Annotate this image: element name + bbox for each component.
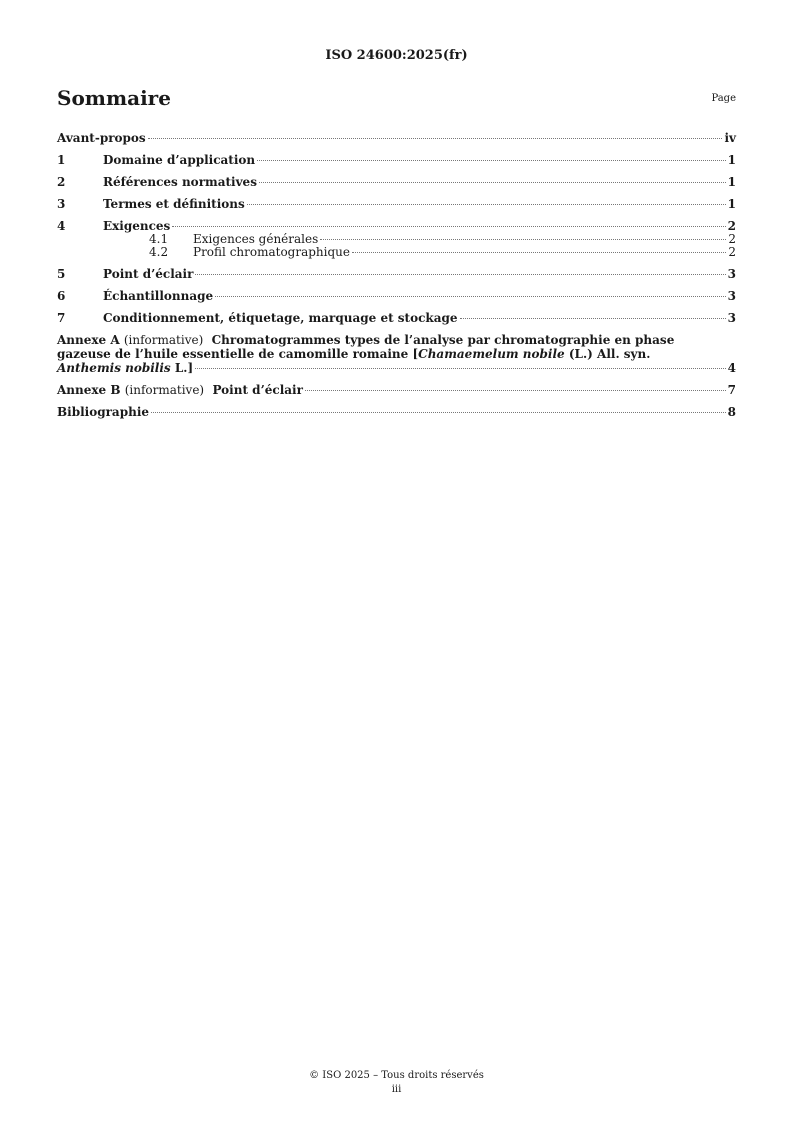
document-header: ISO 24600:2025(fr) xyxy=(325,48,468,63)
toc-entry-annex-b[interactable] xyxy=(57,383,736,397)
toc-entry-7[interactable] xyxy=(57,311,736,325)
toc-entry-title: Exigences xyxy=(103,219,171,233)
toc-entry-title: Exigences générales xyxy=(193,232,319,246)
toc-entry-page: 2 xyxy=(727,219,736,233)
annex-label: Annexe A xyxy=(57,333,120,347)
leader-dots xyxy=(195,368,725,369)
toc-entry-page: 3 xyxy=(727,289,736,303)
toc-entry-page: 1 xyxy=(727,197,736,211)
toc-entry-foreword[interactable] xyxy=(57,131,736,145)
leader-dots xyxy=(305,390,726,391)
annex-type: (informative) xyxy=(123,333,204,347)
toc-entry-number: 4 xyxy=(57,219,66,233)
toc-entry-number: 3 xyxy=(57,197,66,211)
toc-entry-title: Échantillonnage xyxy=(103,289,214,303)
leader-dots xyxy=(257,160,726,161)
toc-entry-annex-a[interactable] xyxy=(57,333,736,375)
leader-dots xyxy=(259,182,726,183)
table-of-contents xyxy=(57,131,736,419)
toc-entry-page: 1 xyxy=(727,153,736,167)
toc-entry-number: 1 xyxy=(57,153,66,167)
page-number: iii xyxy=(391,1084,402,1095)
toc-entry-page: 3 xyxy=(727,311,736,325)
toc-entry-page: iv xyxy=(724,131,736,145)
annex-title-line3-end: L.] xyxy=(170,361,194,375)
toc-entry-title: Point d’éclair xyxy=(103,267,194,281)
page-column-label: Page xyxy=(711,93,736,104)
toc-entry-2[interactable] xyxy=(57,175,736,189)
leader-dots xyxy=(195,274,725,275)
annex-species-name: Chamaemelum nobile xyxy=(418,347,565,361)
toc-entry-4-2[interactable] xyxy=(57,246,736,259)
page-footer xyxy=(0,1069,793,1097)
toc-entry-3[interactable] xyxy=(57,197,736,211)
toc-entry-5[interactable] xyxy=(57,267,736,281)
leader-dots xyxy=(172,226,725,227)
toc-entry-page: 8 xyxy=(727,405,736,419)
toc-entry-page: 2 xyxy=(728,245,736,259)
toc-entry-title: Termes et définitions xyxy=(103,197,245,211)
toc-entry-bibliography[interactable] xyxy=(57,405,736,419)
leader-dots xyxy=(151,412,726,413)
toc-entry-1[interactable] xyxy=(57,153,736,167)
annex-title: Point d’éclair xyxy=(212,383,303,397)
toc-entry-number: 5 xyxy=(57,267,66,281)
toc-entry-number: 7 xyxy=(57,311,66,325)
toc-entry-number: 2 xyxy=(57,175,66,189)
toc-entry-number: 4.1 xyxy=(149,232,169,246)
copyright-notice: © ISO 2025 – Tous droits réservés xyxy=(309,1070,484,1081)
toc-entry-title: Bibliographie xyxy=(57,405,150,419)
toc-entry-page: 7 xyxy=(727,383,736,397)
annex-title-line1: Chromatogrammes types de l’analyse par chromatographie en phase xyxy=(211,333,675,347)
toc-entry-page: 4 xyxy=(727,361,736,375)
toc-entry-title: Avant-propos xyxy=(57,131,146,145)
toc-entry-number: 4.2 xyxy=(149,245,169,259)
leader-dots xyxy=(215,296,725,297)
toc-entry-page: 2 xyxy=(728,232,736,246)
annex-label: Annexe B xyxy=(57,383,121,397)
leader-dots xyxy=(320,239,726,240)
toc-entry-title: Domaine d’application xyxy=(103,153,256,167)
toc-entry-6[interactable] xyxy=(57,289,736,303)
toc-entry-title: Conditionnement, étiquetage, marquage et stockage xyxy=(103,311,458,325)
toc-entry-page: 1 xyxy=(727,175,736,189)
toc-title: Sommaire xyxy=(57,86,171,110)
annex-title-line2-end: (L.) All. syn. xyxy=(564,347,651,361)
leader-dots xyxy=(460,318,726,319)
toc-entry-page: 3 xyxy=(727,267,736,281)
toc-entry-title: Profil chromatographique xyxy=(193,245,351,259)
annex-title-line2: gazeuse de l’huile essentielle de camomille romaine [ xyxy=(57,347,419,361)
leader-dots xyxy=(247,204,726,205)
toc-entry-number: 6 xyxy=(57,289,66,303)
leader-dots xyxy=(352,252,726,253)
annex-synonym-name: Anthemis nobilis xyxy=(57,361,171,375)
annex-type: (informative) xyxy=(124,383,205,397)
toc-entry-title: Références normatives xyxy=(103,175,257,189)
leader-dots xyxy=(148,138,723,139)
toc-entry-4[interactable] xyxy=(57,219,736,233)
